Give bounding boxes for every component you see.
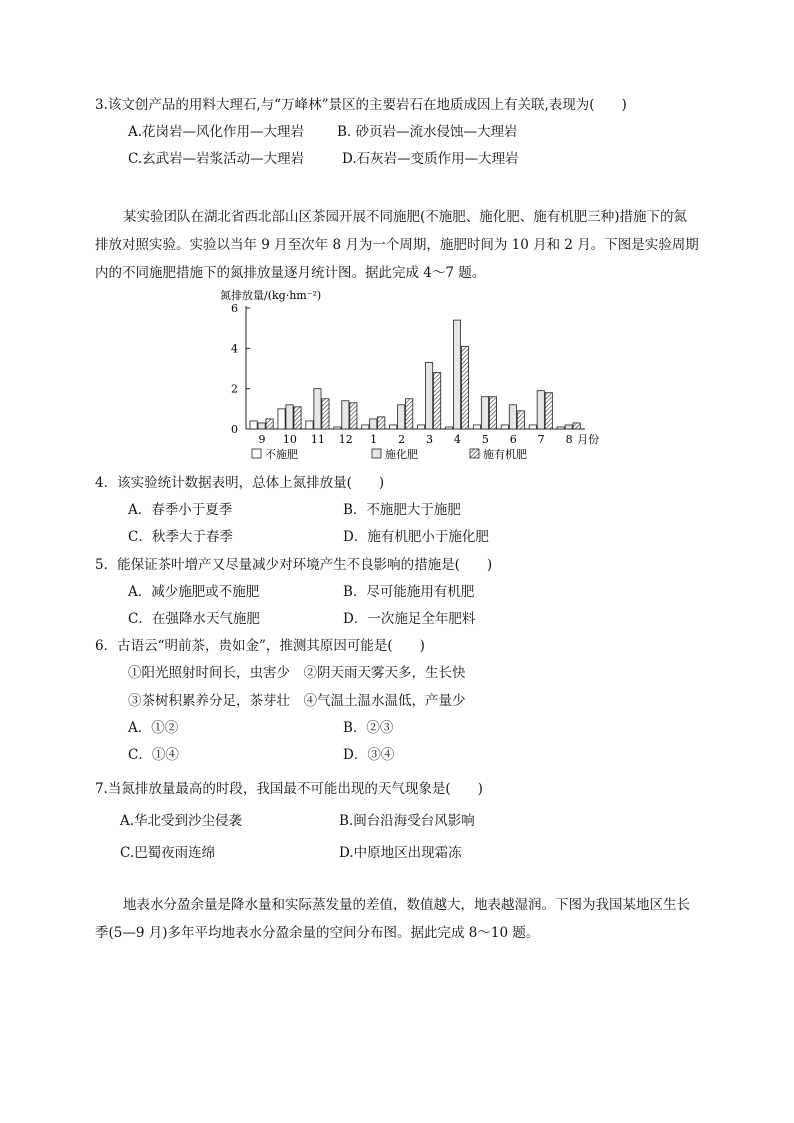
chart-x-axis-unit: 月份 [577, 433, 600, 446]
chart-bar [545, 393, 552, 429]
q6-option-d: D．③④ [343, 747, 395, 763]
chart-bar [426, 362, 433, 429]
q7-option-c: C.巴蜀夜雨连绵 [120, 845, 216, 861]
intro-paragraph-4-7: 某实验团队在湖北省西北部山区茶园开展不同施肥(不施肥、施化肥、施有机肥三种)措施下的氮排放对照实验。实验以当年 9 月至次年 8 月为一个周期，施肥时间为 10 月和 2 月。下图是实验周期内的不同施肥措施下的氮排放量逐月统计图。据此完成 4～7 题。 [95, 209, 699, 281]
chart-bar [314, 389, 321, 429]
chart-x-tick-label: 1 [370, 433, 378, 446]
q6-stem: 6．古语云“明前茶，贵如金”，推测其原因可能是( ) [95, 638, 425, 654]
chart-bar [398, 405, 405, 429]
intro-paragraph-8-10: 地表水分盈余量是降水量和实际蒸发量的差值，数值越大，地表越湿润。下图为我国某地区生长季(5—9 月)多年平均地表水分盈余量的空间分布图。据此完成 8～10 题。 [95, 897, 690, 941]
chart-bar [258, 423, 265, 429]
q4-option-c: C．秋季大于春季 [128, 529, 233, 545]
chart-bar [501, 425, 508, 429]
q6-option-b: B．②③ [343, 720, 394, 736]
chart-bar [322, 399, 329, 429]
chart-x-tick-label: 12 [338, 433, 353, 446]
chart-x-tick-label: 6 [509, 433, 517, 446]
chart-x-tick-label: 9 [258, 433, 266, 446]
q5-option-d: D．一次施足全年肥料 [343, 611, 476, 627]
chart-y-tick-label: 0 [231, 423, 238, 436]
q3-stem: 3.该文创产品的用料大理石,与“万峰林”景区的主要岩石在地质成因上有关联,表现为( ) [95, 97, 627, 113]
chart-bar [461, 346, 468, 429]
q4-stem: 4．该实验统计数据表明，总体上氮排放量( ) [95, 475, 385, 491]
chart-bar [342, 401, 349, 429]
chart-svg [200, 286, 620, 466]
chart-bar [362, 425, 369, 429]
chart-bar [350, 403, 357, 429]
q4-option-a: A．春季小于夏季 [128, 502, 233, 518]
chart-bar [370, 419, 377, 429]
chart-bar [517, 411, 524, 429]
q4-option-b: B．不施肥大于施肥 [343, 502, 461, 518]
chart-y-tick-label: 2 [231, 382, 238, 396]
chart-legend-swatch [372, 449, 381, 458]
chart-bar [286, 405, 293, 429]
chart-legend-label: 不施肥 [265, 448, 298, 461]
chart-bar [294, 407, 301, 429]
chart-legend-label: 施化肥 [385, 448, 418, 461]
chart-x-tick-label: 10 [282, 433, 297, 446]
chart-y-tick-label: 6 [231, 302, 238, 315]
q5-option-c: C．在强降水天气施肥 [128, 611, 260, 627]
chart-x-tick-label: 7 [537, 433, 545, 446]
chart-bar [489, 397, 496, 429]
chart-bar [557, 427, 564, 429]
chart-bar [390, 425, 397, 429]
chart-y-tick-label: 4 [231, 342, 238, 356]
chart-bar [453, 320, 460, 429]
chart-x-tick-label: 8 [565, 433, 573, 446]
chart-x-tick-label: 5 [481, 433, 489, 446]
q5-option-a: A．减少施肥或不施肥 [128, 584, 260, 600]
chart-bar [445, 427, 452, 429]
q5-option-b: B．尽可能施用有机肥 [343, 584, 475, 600]
chart-bar [434, 373, 441, 429]
chart-bar [481, 397, 488, 429]
q5-stem: 5．能保证茶叶增产又尽量减少对环境产生不良影响的措施是( ) [95, 557, 493, 573]
q7-option-b: B.闽台沿海受台风影响 [339, 813, 475, 829]
q7-stem: 7.当氮排放量最高的时段，我国最不可能出现的天气现象是( ) [95, 781, 483, 797]
q3-option-c: C.玄武岩—岩浆活动—大理岩 [128, 151, 305, 167]
q6-statements-1: ①阳光照射时间长，虫害少 ②阴天雨天雾天多，生长快 [128, 665, 466, 681]
q4-option-d: D．施有机肥小于施化肥 [343, 529, 489, 545]
chart-bar [334, 427, 341, 429]
chart-bar [378, 417, 385, 429]
chart-legend-label: 施有机肥 [483, 448, 527, 461]
chart-bar [266, 419, 273, 429]
chart-bar [306, 421, 313, 429]
chart-x-tick-label: 2 [398, 433, 406, 446]
chart-legend-swatch [470, 449, 479, 458]
chart-x-tick-label: 3 [426, 433, 433, 446]
q3-option-d: D.石灰岩—变质作用—大理岩 [342, 151, 519, 167]
chart-bar [529, 425, 536, 429]
chart-bar [537, 391, 544, 429]
nitrogen-emission-chart [200, 286, 620, 466]
chart-y-axis-label: 氮排放量/(kg·hm⁻²) [220, 289, 322, 302]
chart-bar [573, 423, 580, 429]
q6-option-a: A．①② [128, 720, 179, 736]
q7-option-d: D.中原地区出现霜冻 [339, 845, 462, 861]
q7-option-a: A.华北受到沙尘侵袭 [120, 813, 243, 829]
chart-bar [473, 425, 480, 429]
q3-option-a: A.花岗岩—风化作用—大理岩 [128, 124, 305, 140]
q3-option-b: B. 砂页岩—流水侵蚀—大理岩 [337, 124, 518, 140]
chart-bar [406, 399, 413, 429]
chart-bar [509, 405, 516, 429]
q6-statements-2: ③茶树积累养分足，茶芽壮 ④气温土温水温低，产量少 [128, 693, 466, 709]
chart-legend-swatch [252, 449, 261, 458]
chart-bar [278, 409, 285, 429]
chart-x-tick-label: 11 [310, 433, 325, 446]
chart-bar [565, 425, 572, 429]
chart-x-tick-label: 4 [453, 433, 461, 446]
q6-option-c: C．①④ [128, 747, 179, 763]
chart-bar [250, 421, 257, 429]
chart-bar [418, 425, 425, 429]
